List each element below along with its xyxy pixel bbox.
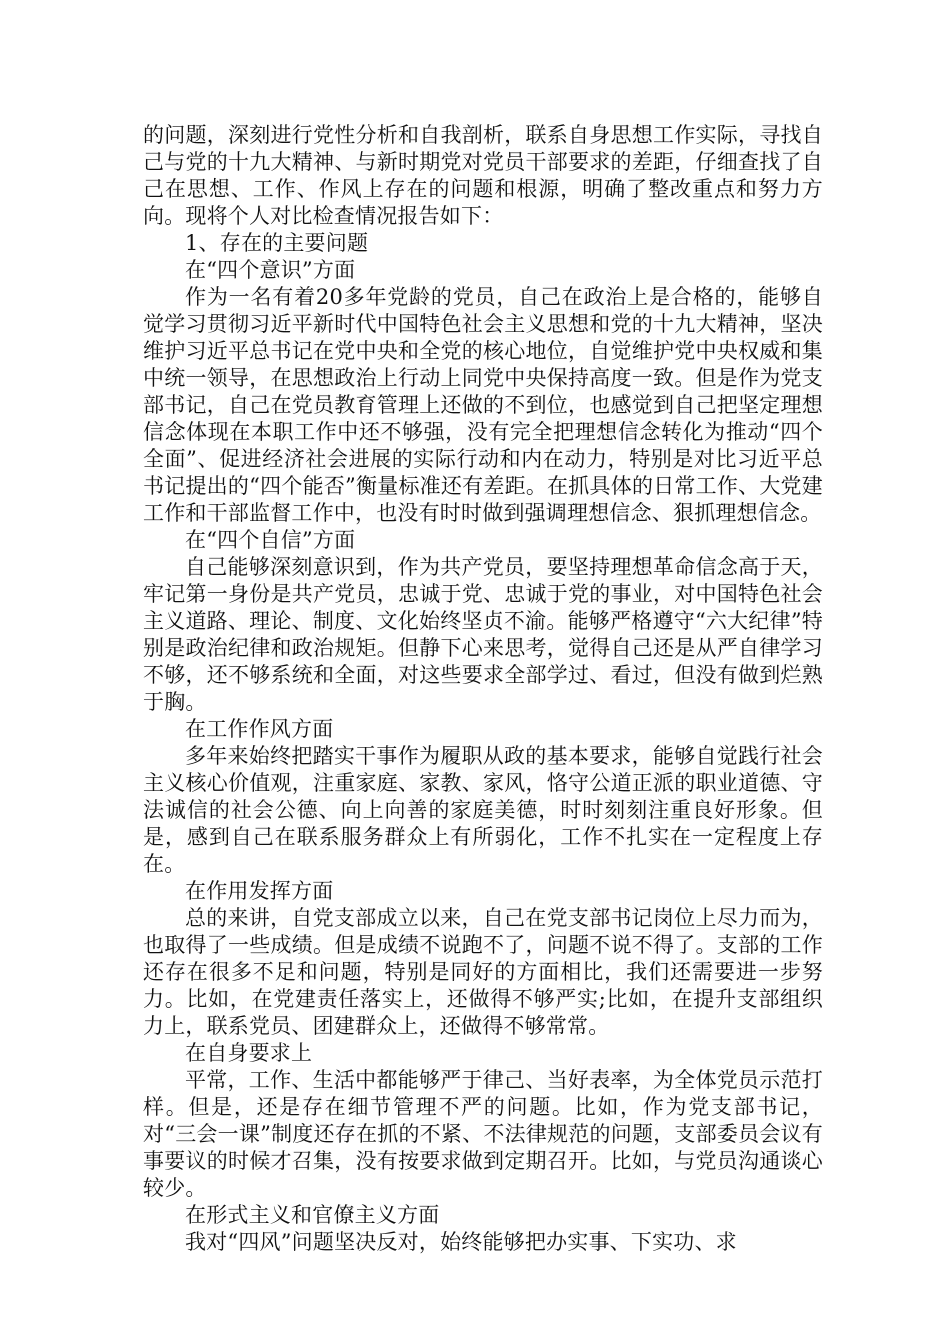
subheading-four-consciousness: 在“四个意识”方面 — [185, 258, 356, 282]
document-body — [143, 122, 823, 1256]
paragraph-intro: 的问题，深刻进行党性分析和自我剖析，联系自身思想工作实际，寻找自己与党的十九大精神、与新时期党对党员干部要求的差距，仔细查找了自己在思想、工作、作风上存在的问题和根源，明确了整改重点和努力方向。现将个人对比检查情况报告如下： — [143, 123, 823, 228]
subheading-four-confidences: 在“四个自信”方面 — [185, 528, 356, 552]
paragraph-self-requirements: 平常，工作、生活中都能够严于律己、当好表率，为全体党员示范打样。但是，还是存在细节管理不严的问题。比如，作为党支部书记，对“三会一课”制度还存在抓的不紧、不法律规范的问题，支部委员会议有事要议的时候才召集，没有按要求做到定期召开。比如，与党员沟通谈心较少。 — [143, 1068, 823, 1200]
subheading-work-style: 在工作作风方面 — [185, 717, 334, 741]
paragraph-work-style: 多年来始终把踏实干事作为履职从政的基本要求，能够自觉践行社会主义核心价值观，注重家庭、家教、家风，恪守公道正派的职业道德、守法诚信的社会公德、向上向善的家庭美德，时时刻刻注重良好形象。但是，感到自己在联系服务群众上有所弱化，工作不扎实在一定程度上存在。 — [143, 744, 823, 876]
paragraph-role: 总的来讲，自党支部成立以来，自己在党支部书记岗位上尽力而为，也取得了一些成绩。但是成绩不说跑不了，问题不说不得了。支部的工作还存在很多不足和问题，特别是同好的方面相比，我们还需要进一步努力。比如，在党建责任落实上，还做得不够严实;比如，在提升支部组织力上，联系党员、团建群众上，还做得不够常常。 — [143, 906, 823, 1038]
paragraph-four-consciousness: 作为一名有着20多年党龄的党员，自己在政治上是合格的，能够自觉学习贯彻习近平新时代中国特色社会主义思想和党的十九大精神，坚决维护习近平总书记在党中央和全党的核心地位，自觉维护党中央权威和集中统一领导，在思想政治上行动上同党中央保持高度一致。但是作为党支部书记，自己在党员教育管理上还做的不到位，也感觉到自己把坚定理想信念体现在本职工作中还不够强，没有完全把理想信念转化为推动“四个全面”、促进经济社会进展的实际行动和内在动力，特别是对比习近平总书记提出的“四个能否”衡量标准还有差距。在抓具体的日常工作、大党建工作和干部监督工作中，也没有时时做到强调理想信念、狠抓理想信念。 — [143, 285, 823, 525]
paragraph-four-confidences: 自己能够深刻意识到，作为共产党员，要坚持理想革命信念高于天，牢记第一身份是共产党员，忠诚于党、忠诚于党的事业，对中国特色社会主义道路、理论、制度、文化始终坚贞不渝。能够严格遵守“六大纪律”特别是政治纪律和政治规矩。但静下心来思考，觉得自己还是从严自律学习不够，还不够系统和全面，对这些要求全部学过、看过，但没有做到烂熟于胸。 — [143, 555, 823, 714]
subheading-self-requirements: 在自身要求上 — [185, 1041, 313, 1065]
paragraph-formalism-bureaucracy: 我对“四风”问题坚决反对，始终能够把办实事、下实功、求 — [185, 1230, 737, 1254]
subheading-role: 在作用发挥方面 — [185, 879, 334, 903]
section-heading-main-problems: 1、存在的主要问题 — [185, 231, 369, 255]
subheading-formalism-bureaucracy: 在形式主义和官僚主义方面 — [185, 1203, 440, 1227]
